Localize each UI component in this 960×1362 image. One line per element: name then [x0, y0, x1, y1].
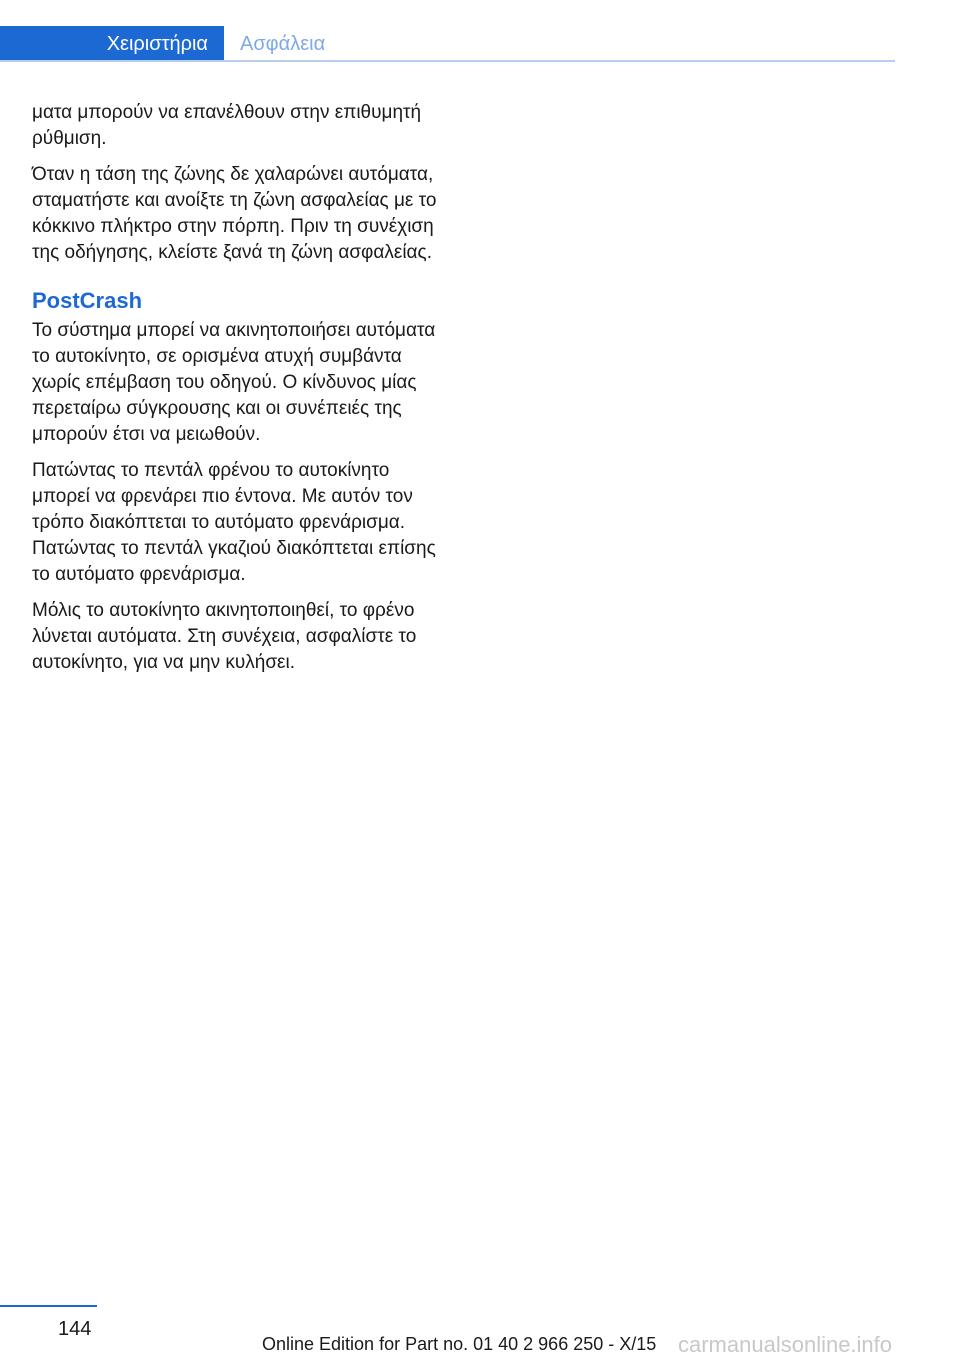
paragraph-postcrash-release: Μόλις το αυτοκίνητο ακινητοποιηθεί, το φρένο λύνεται αυτόματα. Στη συνέχεια, ασφαλίστε το αυτοκίνητο, για να μην κυλήσει.: [32, 600, 417, 673]
page-header: [0, 0, 960, 62]
paragraph-continuation: ματα μπορούν να επανέλθουν στην επιθυμητή ρύθμιση.: [32, 102, 422, 149]
edition-note: Online Edition for Part no. 01 40 2 966 250 - X/15: [262, 1334, 657, 1354]
footer-divider: [0, 1305, 97, 1307]
tab-safety[interactable]: Ασφάλεια: [240, 33, 326, 55]
page-number: 144: [58, 1318, 92, 1340]
tab-controls[interactable]: Χειριστήρια: [0, 26, 224, 62]
paragraph-postcrash-intro: Το σύστημα μπορεί να ακινητοποιήσει αυτόματα το αυτοκίνητο, σε ορισμένα ατυχή συμβάντα χωρίς επέμβαση του οδηγού. Ο κίνδυνος μίας περεταίρω σύγκρουσης και οι συνέπειές της μπορούν έτσι να μειωθούν.: [32, 320, 436, 445]
paragraph-belt-tension: Όταν η τάση της ζώνης δε χαλαρώνει αυτόματα, σταματήστε και ανοίξτε τη ζώνη ασφαλείας με το κόκκινο πλήκτρο στην πόρπη. Πριν τη συνέχιση της οδήγησης, κλείστε ξανά τη ζώνη ασφαλείας.: [32, 164, 437, 263]
header-divider: [0, 60, 895, 62]
paragraph-postcrash-brake: Πατώντας το πεντάλ φρένου το αυτοκίνητο μπορεί να φρενάρει πιο έντονα. Με αυτόν τον τρόπο διακόπτεται το αυτόματο φρενάρισμα. Πατώντας το πεντάλ γκαζιού διακόπτεται επίσης το αυτόματο φρενάρισμα.: [32, 460, 436, 585]
watermark: carmanualsonline.info: [678, 1332, 893, 1357]
main-content: [32, 100, 452, 686]
section-heading-postcrash: PostCrash: [32, 288, 143, 313]
